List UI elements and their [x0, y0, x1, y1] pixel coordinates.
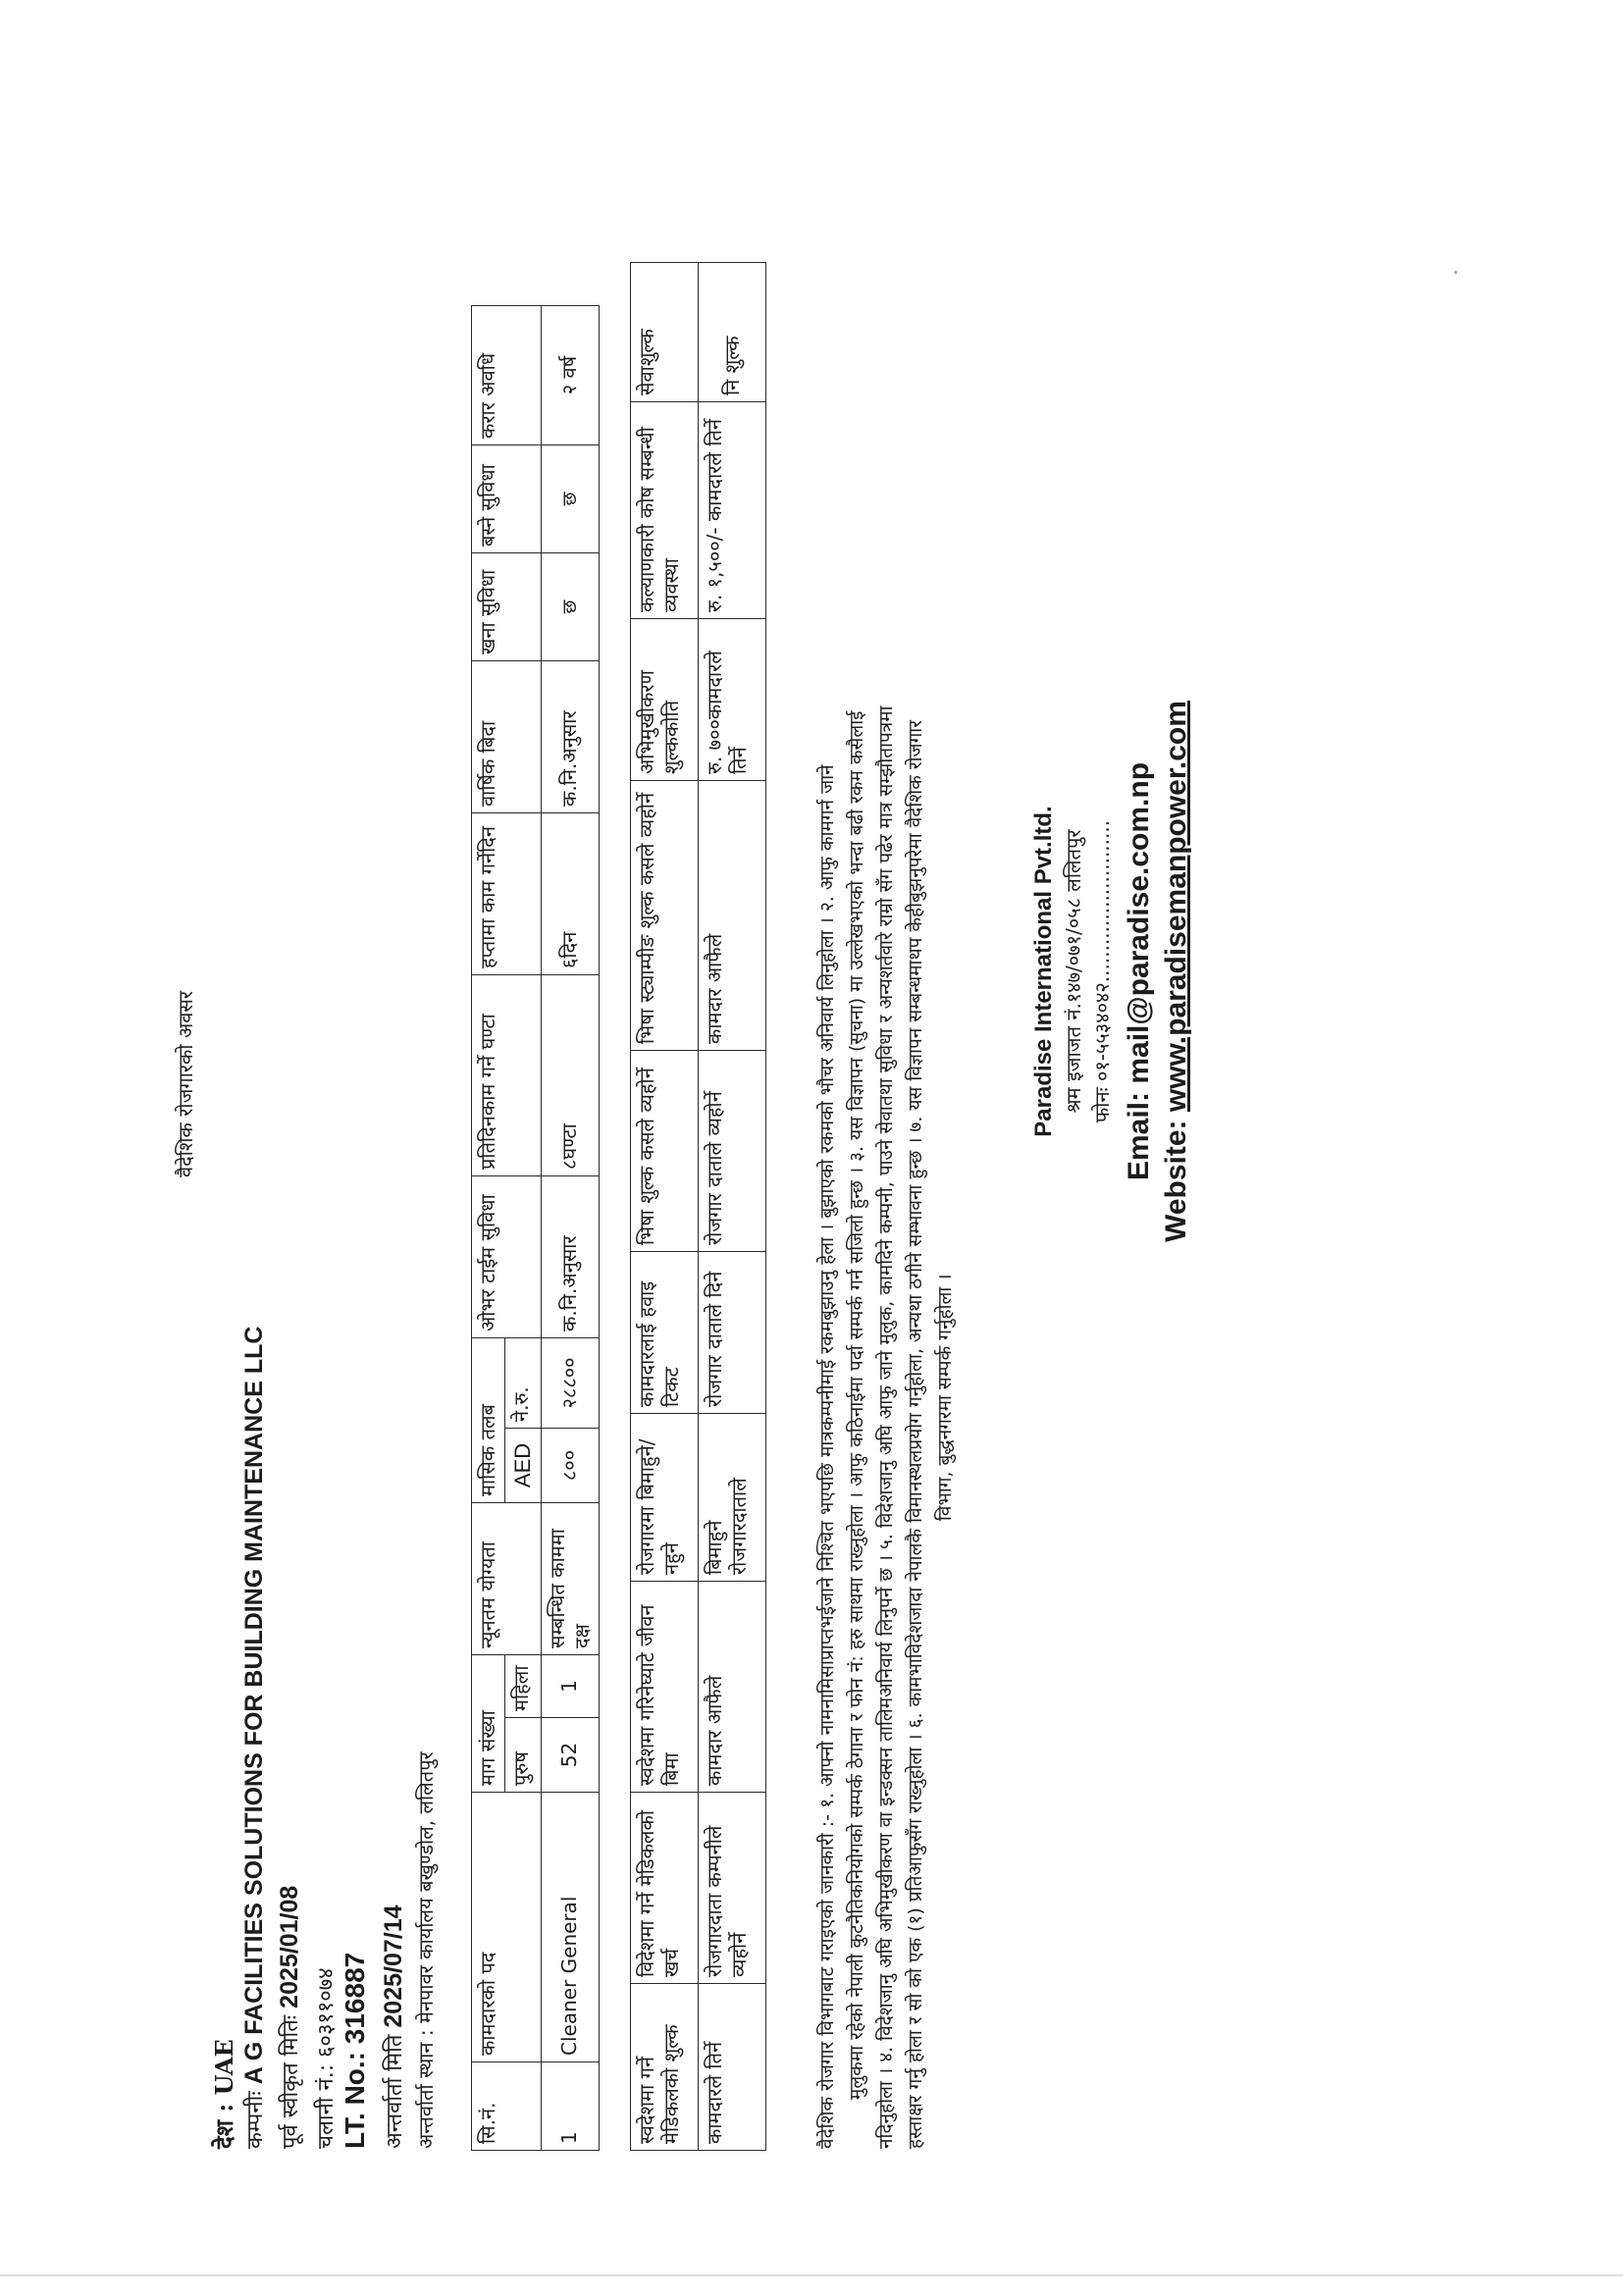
- header-insurance: वार्षिक बिदा: [472, 660, 542, 812]
- info-cell: कामदारले तिर्ने: [699, 1984, 766, 2151]
- header-aed: AED: [505, 1428, 542, 1502]
- website-link[interactable]: www.paradisemanpower.com: [1160, 701, 1192, 1113]
- preapproval-label: पूर्व स्वीकृत मितिः: [279, 2014, 303, 2149]
- cell-weekly-days: ६दिन: [541, 812, 599, 974]
- preapproval-date: 2025/01/08: [276, 1885, 303, 2009]
- info-cell: विदेशमा गर्ने मेडिकलको खर्च: [631, 1793, 699, 1984]
- info-cell: कामदारलाई हवाइ टिकट: [631, 1252, 699, 1414]
- table-header-row: [472, 305, 505, 2150]
- interview-place: अन्तर्वार्ता स्थान : मेनपावर कार्यालय बखुण्डोल, ललितपुर: [414, 1751, 438, 2149]
- info-cell: नि शुल्क: [699, 263, 766, 402]
- info-cell: रोजगार दाताले व्यहोर्ने: [699, 1051, 766, 1252]
- info-cell: भिषा स्ट्याम्पीङ शुल्क कसले व्यहोर्ने: [631, 781, 699, 1051]
- cell-insurance: क.नि.अनुसार: [541, 660, 599, 812]
- company-name: A G FACILITIES SOLUTIONS FOR BUILDING MAINTENANCE LLC: [240, 1326, 268, 2085]
- lt-number: LT. No.: 316887: [340, 1952, 370, 2149]
- info-cell: रु. १,५००/- कामदारले तिर्ने: [699, 402, 766, 619]
- interview-date: 2025/07/14: [380, 1905, 407, 2028]
- cost-info-row-values: [699, 263, 766, 2151]
- document-title: वैदेशिक रोजगारको अवसर: [174, 990, 197, 1177]
- cell-contract: २ वर्ष: [541, 305, 599, 444]
- header-female: महिला: [505, 1654, 542, 1717]
- header-salary: मासिक तलब: [472, 1337, 505, 1502]
- cell-male: 52: [541, 1718, 599, 1793]
- info-cell: रोजगारदाता कम्पनीले व्यहोर्ने: [699, 1793, 766, 1984]
- notes-section: [812, 334, 960, 2149]
- note-line: हस्ताक्षर गर्नु होला र सो को एक (१) प्रतिआफुसँग राख्नुहोला । ६. कामभाविदेशजादा नेपालकै विमानस्थलप्रयोग गर्नुहोला, अन्यथा ठगीने सम्भावना हुन्छ । ७. यस विज्ञापन सम्बन्धमाथप केहीबुझनुपरेमा वैदेशिक रोजगार: [905, 719, 926, 2149]
- header-daily-hours: प्रतिदिनकाम गर्ने घण्टा: [472, 974, 542, 1175]
- cell-npr: २८८००: [541, 1337, 599, 1428]
- country-line: [208, 2039, 240, 2149]
- header-overtime: ओभर टाईम सुविधा: [472, 1175, 542, 1337]
- info-cell: स्वदेशमा गर्ने मेडिकलको शुल्क: [631, 1984, 699, 2151]
- cell-aed: ८००: [541, 1428, 599, 1502]
- info-cell: अभिमुखीकरण शुल्ककोति: [631, 619, 699, 781]
- chalani-number: चलानी नं.: ६०३११०७४: [314, 1967, 339, 2149]
- cell-food: छ: [541, 552, 599, 660]
- agency-email[interactable]: Email: mail@paradise.com.np: [1123, 761, 1155, 1181]
- agency-license: श्रम इजाजत नं.१४७/०७१/०५८ ललितपुर: [1062, 829, 1085, 1114]
- info-cell: रोजगारमा बिमाहुने/नहुने: [631, 1414, 699, 1582]
- info-cell: कामदार आफैले: [699, 1582, 766, 1793]
- job-details-table: [471, 305, 600, 2151]
- info-cell: रु. ७००कामदारले तिर्ने: [699, 619, 766, 781]
- header-contract: करार अवधि: [472, 305, 542, 444]
- header-demand: माग संख्या: [472, 1654, 505, 1792]
- header-sn: सि.नं.: [472, 2062, 542, 2151]
- agency-name: Paradise International Pvt.ltd.: [1030, 806, 1057, 1137]
- header-food: खना सुविधा: [472, 552, 542, 660]
- note-line: विभाग, बुद्धनगरमा सम्पर्क गर्नुहोला ।: [934, 1274, 956, 1521]
- cost-info-table: [630, 262, 766, 2151]
- header-accommodation: बस्ने सुविधा: [472, 444, 542, 552]
- website-label: Website:: [1160, 1112, 1192, 1242]
- cost-info-row-labels: [631, 263, 699, 2151]
- info-cell: कल्याणकारी कोष सम्बन्धी व्यवस्था: [631, 402, 699, 619]
- cell-overtime: क.नि.अनुसार: [541, 1175, 599, 1337]
- agency-phone: फोनः ०१-५५३४०४२..........................: [1090, 819, 1114, 1123]
- cell-qualification: सम्बन्धित काममा दक्ष: [541, 1502, 599, 1654]
- company-line: [239, 1327, 269, 2149]
- country-label: देश :: [210, 2103, 238, 2149]
- note-line: वैदेशिक रोजगार विभागबाट गराइएको जानकारी :- १. आफ्नो नामनामिसाप्राप्तभईजाने निश्चित भएपछि मात्रकम्पनीमाई रकमबुझाउनु हेला । बुझाएको रकमको भौचर अनिवार्य लिनुहोला । २. आफु कामगर्न जाने: [816, 764, 838, 2149]
- agency-footer: [1030, 628, 1193, 1315]
- info-cell: रोजगार दाताले दिने: [699, 1252, 766, 1414]
- header-qualification: न्यूनतम योग्यता: [472, 1502, 542, 1654]
- header-position: कामदारको पद: [472, 1793, 542, 2062]
- note-line: नदिनुहोला । ४. विदेशजानु अघि अभिमुखीकरण वा इन्डक्सन तालिमअनिवार्य लिनुपर्ने छ । ५. विदेशजानु अघि आफु जाने मुलुक, कामदिने कम्पनी, पाउने सेवातथा सुविधा र अन्यशर्तवारे राम्रो सँग पढेर मात्र सम्झौतापत्रमा: [875, 705, 897, 2149]
- info-cell: सेवाशुल्क: [631, 263, 699, 402]
- info-cell: बिमाहुने रोजगारदाताले: [699, 1414, 766, 1582]
- interview-line: [379, 1905, 408, 2149]
- info-cell: कामदार आफैले: [699, 781, 766, 1051]
- info-cell: भिषा शुल्क कसले व्यहोर्ने: [631, 1051, 699, 1252]
- country-value: UAE: [210, 2039, 238, 2096]
- header-male: पुरुष: [505, 1718, 542, 1793]
- cell-position: Cleaner General: [541, 1793, 599, 2062]
- cell-daily-hours: ८घण्टा: [541, 974, 599, 1175]
- header-weekly-days: हप्तामा काम गर्नेदिन: [472, 812, 542, 974]
- cell-sn: 1: [541, 2062, 599, 2151]
- company-label: कम्पनीः: [243, 2091, 268, 2149]
- header-npr: ने.रु.: [505, 1337, 542, 1428]
- cell-accommodation: छ: [541, 444, 599, 552]
- agency-website: [1160, 628, 1193, 1315]
- cell-female: 1: [541, 1654, 599, 1717]
- note-line: मुलुकमा रहेको नेपाली कुटनैतिकनियोगको सम्पर्क ठेगाना र फोन नं: हरु साथमा राख्नुहोला । आफु कठिनाईमा पर्दा सम्पर्क गर्न सजिलो हुन्छ । ३. यस विज्ञापन (सुचना) मा उल्लेखभएको भन्दा बढी रकम कसैलाई: [846, 710, 867, 2100]
- interview-label: अन्तर्वार्ता मिति: [383, 2034, 407, 2149]
- preapproval-line: [275, 1886, 304, 2149]
- table-row: [541, 305, 599, 2150]
- info-cell: स्वदेशमा गरिनेघ्याटे जीवन बिमा: [631, 1582, 699, 1793]
